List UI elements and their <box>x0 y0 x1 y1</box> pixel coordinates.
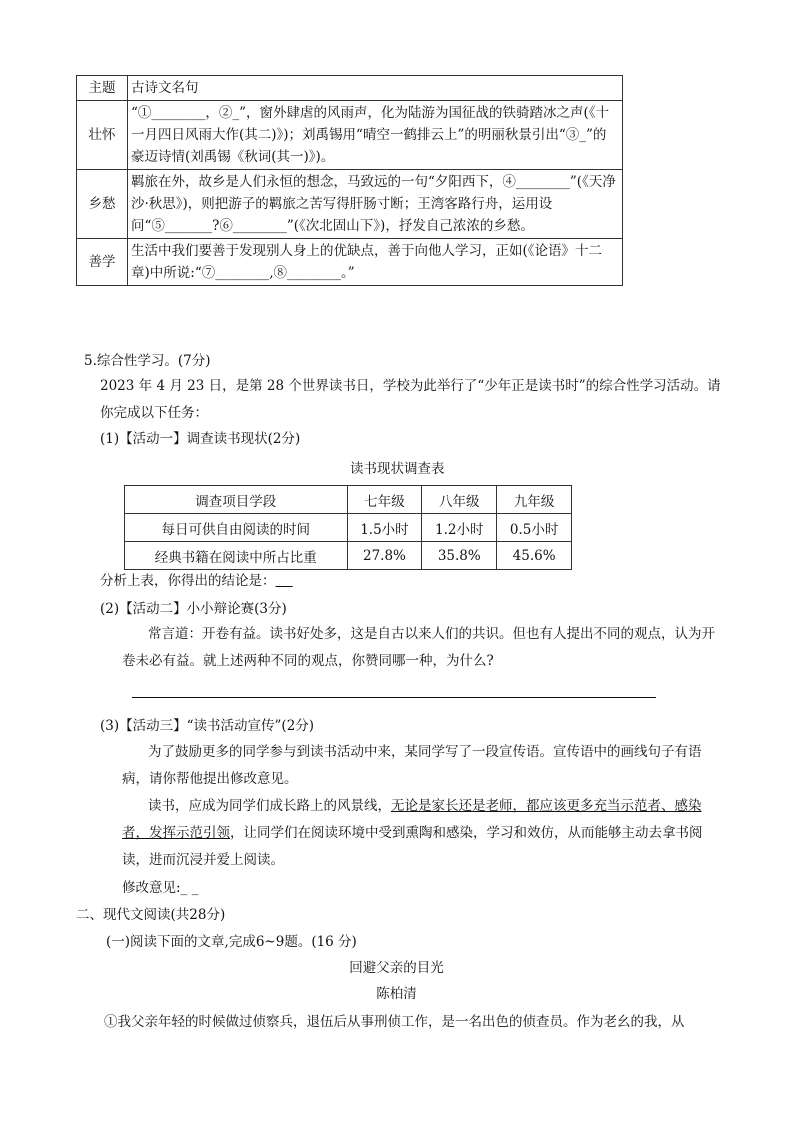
table-row <box>77 101 623 170</box>
survey-header-cell: 调查项目学段 <box>125 486 348 514</box>
theme-cell: 乡愁 <box>77 170 128 239</box>
answer-blank[interactable] <box>276 573 293 589</box>
activity3-quote <box>122 793 722 874</box>
table-row <box>125 514 572 542</box>
survey-header-row <box>125 486 572 514</box>
table-row <box>125 542 572 570</box>
content-cell: “①________，②_”，窗外肆虐的风雨声，化为陆游为国征战的铁骑踏冰之声(《十一月四日风雨大作(其二)》)；刘禹锡用“晴空一鹤排云上”的明丽秋景引出“③_”的豪迈诗情(刘禹锡《秋词(其一)》)。 <box>128 101 623 170</box>
survey-table <box>124 485 572 570</box>
theme-header: 主题 <box>77 76 128 101</box>
article-title: 回避父亲的目光 <box>349 960 444 976</box>
poem-table <box>76 75 623 286</box>
revise-prompt: 修改意见:_ _ <box>122 880 199 896</box>
survey-cell: 每日可供自由阅读的时间 <box>125 514 348 542</box>
activity3-text: 为了鼓励更多的同学参与到读书活动中来，某同学写了一段宣传语。宣传语中的画线句子有语病，请你帮他提出修改意见。 <box>122 744 702 787</box>
analysis-text: 分析上表，你得出的结论是： <box>100 573 276 589</box>
theme-cell: 壮怀 <box>77 101 128 170</box>
table-row <box>77 239 623 286</box>
activity1-label: (1)【活动一】调查读书现状(2分) <box>100 431 301 447</box>
section2-title: 二、现代文阅读(共28分) <box>76 907 226 923</box>
survey-cell: 0.5小时 <box>497 514 572 542</box>
quote-after: ，让同学们在阅读环境中受到熏陶和感染，学习和效仿，从而能够主动去拿书阅读，进而沉浸并爱上阅读。 <box>122 825 703 868</box>
q5-intro-text: 2023 年 4 月 23 日，是第 28 个世界读书日，学校为此举行了“少年正是读书时”的综合性学习活动。请你完成以下任务： <box>100 378 721 421</box>
content-cell: 生活中我们要善于发现别人身上的优缺点，善于向他人学习，正如(《论语》十二章)中所说:“⑦________,⑧________。” <box>128 239 623 286</box>
theme-cell: 善学 <box>77 239 128 286</box>
q5-intro <box>100 373 730 427</box>
survey-cell: 经典书籍在阅读中所占比重 <box>125 542 348 570</box>
activity2-label: (2)【活动二】小小辩论赛(3分) <box>100 601 287 617</box>
survey-cell: 35.8% <box>422 542 497 570</box>
quote-underlined: 无论是家长还是老师，都应该更多充当示范者、感染者，发挥示范引领 <box>122 798 702 841</box>
activity2-text: 常言道：开卷有益。读书好处多，这是自古以来人们的共识。但也有人提出不同的观点，认为开卷未必有益。就上述两种不同的观点，你赞同哪一种，为什么? <box>122 626 715 669</box>
activity3-label: (3)【活动三】“读书活动宣传”(2分) <box>100 718 315 734</box>
article-paragraph: ①我父亲年轻的时候做过侦察兵，退伍后从事刑侦工作，是一名出色的侦查员。作为老幺的我，从 <box>104 1014 685 1030</box>
analysis-prompt <box>100 571 293 591</box>
poem-table-header <box>77 76 623 101</box>
content-header: 古诗文名句 <box>128 76 623 101</box>
answer-line[interactable] <box>132 697 656 698</box>
survey-header-cell: 九年级 <box>497 486 572 514</box>
survey-title: 读书现状调查表 <box>350 461 445 477</box>
survey-cell: 1.2小时 <box>422 514 497 542</box>
survey-header-cell: 八年级 <box>422 486 497 514</box>
q5-title: 5.综合性学习。(7分) <box>84 353 211 369</box>
content-cell: 羁旅在外，故乡是人们永恒的想念，马致远的一句“夕阳西下，④________”(《天净沙·秋思》)，则把游子的羁旅之苦写得肝肠寸断；王湾客路行舟，运用设问“⑤_______?⑥________”(《次北固山下》)，抒发自己浓浓的乡愁。 <box>128 170 623 239</box>
survey-header-cell: 七年级 <box>347 486 422 514</box>
survey-cell: 1.5小时 <box>347 514 422 542</box>
table-row <box>77 170 623 239</box>
article-author: 陈柏清 <box>376 986 417 1002</box>
section2-sub: (一)阅读下面的文章,完成6~9题。(16 分) <box>106 934 357 950</box>
survey-cell: 45.6% <box>497 542 572 570</box>
quote-before: 读书，应成为同学们成长路上的风景线， <box>148 798 391 814</box>
survey-cell: 27.8% <box>347 542 422 570</box>
